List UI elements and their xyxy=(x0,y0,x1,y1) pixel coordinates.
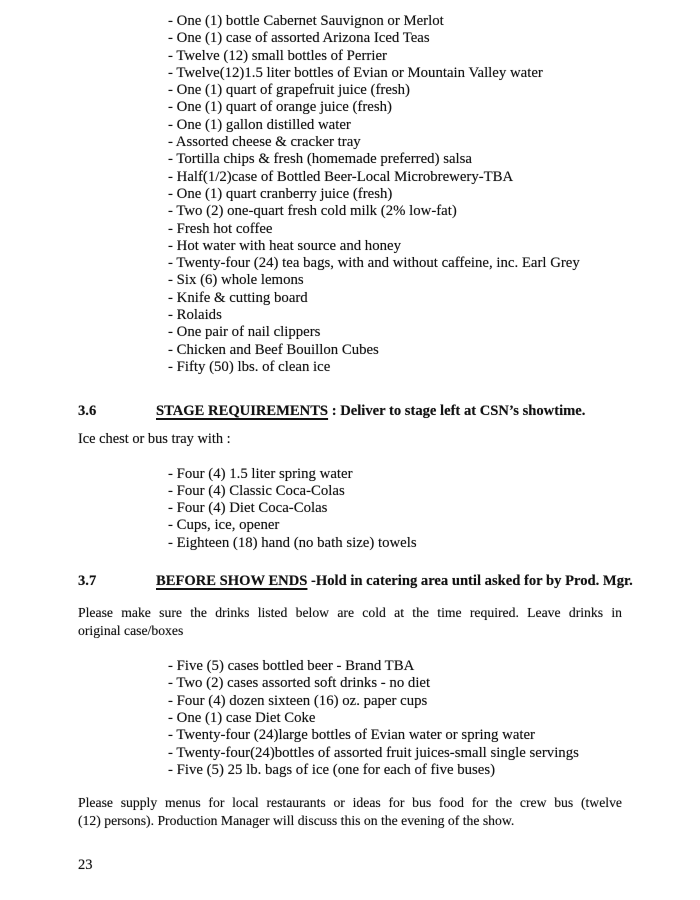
list-item: - One (1) case of assorted Arizona Iced Teas xyxy=(168,30,430,47)
section-intro: Ice chest or bus tray with : xyxy=(78,431,231,448)
stage-requirements-list xyxy=(168,466,622,552)
list-item: - Twenty-four (24)large bottles of Evian water or spring water xyxy=(168,727,535,744)
paragraph-line: Please make sure the drinks listed below are cold at the time required. Leave drinks in xyxy=(78,605,622,621)
section-number: 3.6 xyxy=(78,403,97,420)
list-item: - Tortilla chips & fresh (homemade preferred) salsa xyxy=(168,151,472,168)
list-item: - Fresh hot coffee xyxy=(168,220,273,237)
list-item: - Cups, ice, opener xyxy=(168,517,280,534)
list-item: - One (1) quart cranberry juice (fresh) xyxy=(168,185,393,202)
list-item: - Two (2) one-quart fresh cold milk (2% low-fat) xyxy=(168,203,457,220)
list-item: - One (1) quart of orange juice (fresh) xyxy=(168,99,392,116)
list-item: - One pair of nail clippers xyxy=(168,324,321,341)
list-item: - Two (2) cases assorted soft drinks - no diet xyxy=(168,675,431,692)
list-item: - Five (5) cases bottled beer - Brand TBA xyxy=(168,658,415,675)
catering-list-continued xyxy=(168,13,622,376)
section-number: 3.7 xyxy=(78,573,97,590)
list-item: - Five (5) 25 lb. bags of ice (one for each of five buses) xyxy=(168,761,496,778)
list-item: - Twelve(12)1.5 liter bottles of Evian or Mountain Valley water xyxy=(168,64,543,81)
crew-bus-note-paragraph xyxy=(78,794,622,829)
section-title: STAGE REQUIREMENTS xyxy=(156,403,329,420)
list-item: - Half(1/2)case of Bottled Beer-Local Microbrewery-TBA xyxy=(168,168,514,185)
paragraph-line: Please supply menus for local restaurants or ideas for bus food for the crew bus (twelve xyxy=(78,795,622,811)
before-show-ends-list xyxy=(168,658,622,779)
list-item: - Assorted cheese & cracker tray xyxy=(168,134,361,151)
section-title-suffix: : Deliver to stage left at CSN’s showtime. xyxy=(328,403,586,420)
section-intro-paragraph xyxy=(78,604,622,639)
list-item: - Six (6) whole lemons xyxy=(168,272,304,289)
section-heading-3-6 xyxy=(78,402,622,420)
list-item: - Four (4) Classic Coca-Colas xyxy=(168,482,345,499)
list-item: - Twenty-four (24) tea bags, with and without caffeine, inc. Earl Grey xyxy=(168,255,580,272)
list-item: - One (1) case Diet Coke xyxy=(168,709,316,726)
list-item: - Fifty (50) lbs. of clean ice xyxy=(168,358,331,375)
section-title-suffix: -Hold in catering area until asked for by Prod. Mgr. xyxy=(307,573,633,590)
page-number: 23 xyxy=(78,857,93,874)
list-item: - Four (4) 1.5 liter spring water xyxy=(168,465,353,482)
section-title: BEFORE SHOW ENDS xyxy=(156,573,308,590)
paragraph-line: (12) persons). Production Manager will discuss this on the evening of the show. xyxy=(78,812,515,828)
section-title-wrap xyxy=(156,402,585,420)
list-item: - Rolaids xyxy=(168,307,222,324)
list-item: - One (1) quart of grapefruit juice (fresh) xyxy=(168,82,410,99)
section-heading-3-7 xyxy=(78,572,633,590)
list-item: - Four (4) Diet Coca-Colas xyxy=(168,500,328,517)
paragraph-line: original case/boxes xyxy=(78,622,184,638)
list-item: - Twenty-four(24)bottles of assorted fruit juices-small single servings xyxy=(168,744,579,761)
list-item: - Twelve (12) small bottles of Perrier xyxy=(168,47,387,64)
list-item: - One (1) gallon distilled water xyxy=(168,116,351,133)
list-item: - Knife & cutting board xyxy=(168,289,308,306)
list-item: - One (1) bottle Cabernet Sauvignon or Merlot xyxy=(168,13,444,29)
list-item: - Hot water with heat source and honey xyxy=(168,237,401,254)
list-item: - Eighteen (18) hand (no bath size) towels xyxy=(168,534,417,551)
list-item: - Four (4) dozen sixteen (16) oz. paper cups xyxy=(168,692,428,709)
section-title-wrap xyxy=(156,572,633,590)
list-item: - Chicken and Beef Bouillon Cubes xyxy=(168,341,379,358)
